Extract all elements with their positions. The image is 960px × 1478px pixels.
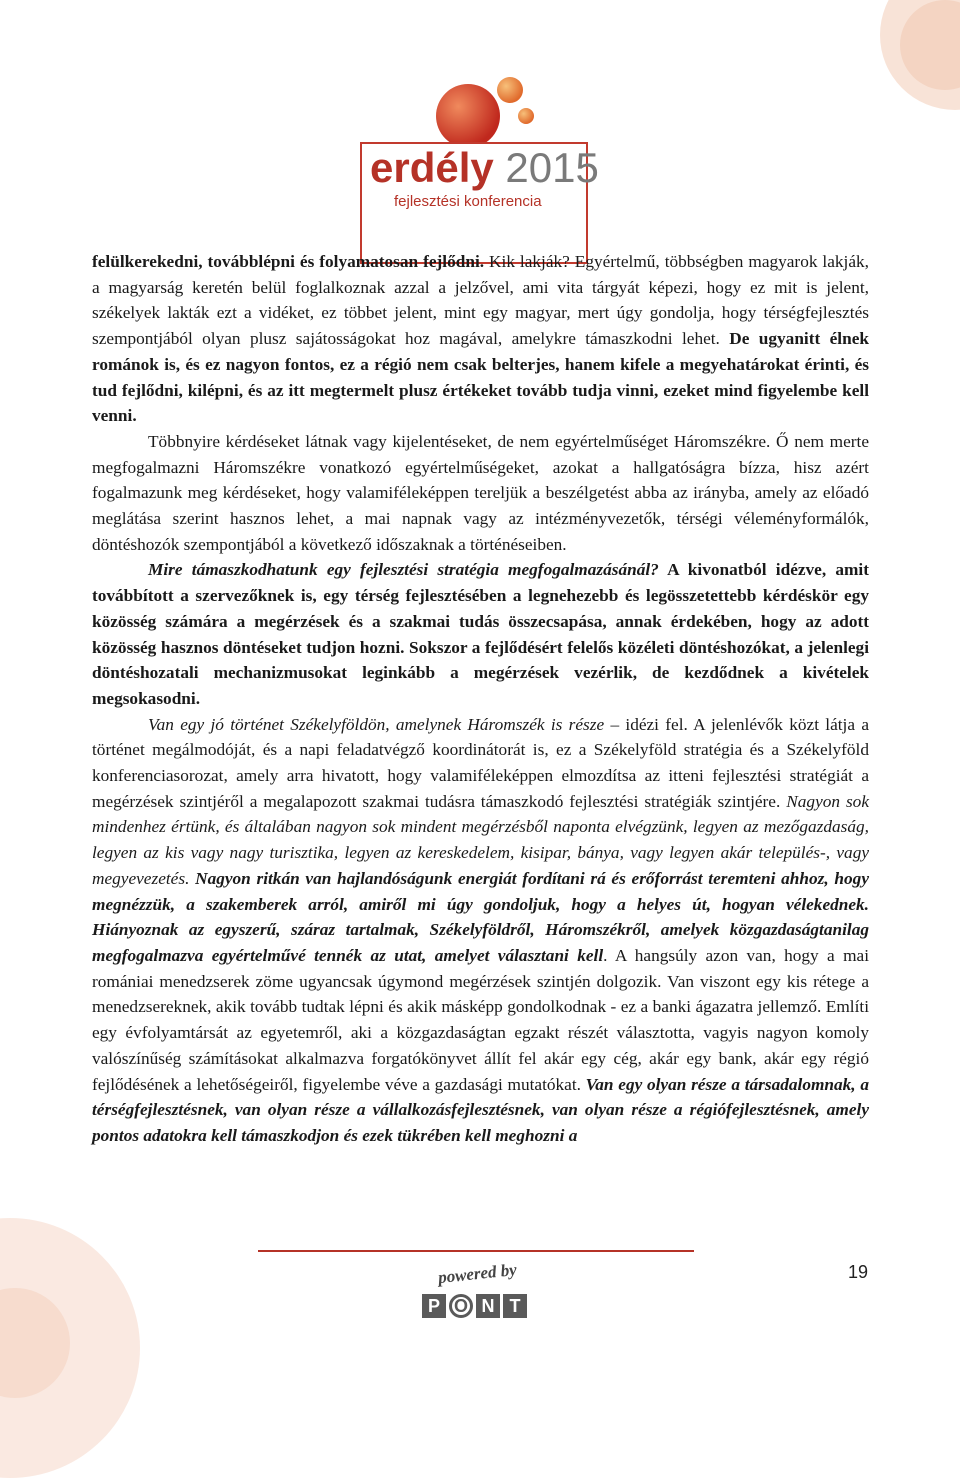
pont-letter: N [476, 1294, 500, 1318]
logo-subtitle: fejlesztési konferencia [394, 193, 542, 210]
body-text: Kik lakják? Egyértelmű, többségben magyarok lakják, a magyarság keretén belül foglalkoznak azzal a jelzővel, ami vita tárgyát képezi, hogy ez mit is jelent, székelyek lakták ezt a vidéket, ez többet jelent, mint egy magyar, mert úgy gondolja, hogy térségfejlesztés szempontjából olyan plusz sajátosságokat hoz magával, amelykre támaszkodni lehet. [92, 252, 869, 349]
question-text: Mire támaszkodhatunk egy fejlesztési stratégia megfogalmazásánál? [148, 560, 659, 580]
paragraph [92, 249, 869, 429]
pont-letter: T [503, 1294, 527, 1318]
logo-year: 2015 [505, 144, 599, 191]
bold-italic-text: Van egy olyan része a társadalomnak, a térségfejlesztésnek, van olyan része a vállalkozásfejlesztésnek, van olyan része a régiófejlesztésnek, amely pontos adatokra kell támaszkodjon és ezek tükrében kell meghozni a [92, 1074, 869, 1145]
powered-by-label: powered by [437, 1259, 518, 1288]
paragraph: Többnyire kérdéseket látnak vagy kijelentéseket, de nem egyértelműséget Háromszékre. Ő nem merte megfogalmazni Háromszékre vonatkozó egyértelműségeket, azokat a hallgatóságra bízza, hisz azért fogalmazunk meg kérdéseket, hogy valamiféleképpen tereljük a beszélgetést abba az irányba, amely az előadó meglátása szerint hasznos lehet, a mai napnak vagy az intézményvezetők, térségi véleményformálók, döntéshozók szempontjából a következő időszaknak a történéseiben. [92, 431, 869, 554]
logo-title [370, 144, 599, 192]
bold-text: De ugyanitt élnek románok is, és ez nagyon fontos, ez a régió nem csak belterjes, hanem kifele a megyehatárokat érinti, és tud fejlődni, kilépni, és az itt megtermelt plusz értékeket tovább tudja vinni, ezeket mind figyelembe kell venni. [92, 329, 869, 426]
bold-text: felülkerekedni, továbblépni és folyamatosan fejlődni. [92, 252, 485, 271]
page-number: 19 [848, 1262, 869, 1282]
bold-italic-text: Nagyon ritkán van hajlandóságunk energiát fordítani rá és erőforrást teremteni ahhoz, hogy megnézzük, a szakemberek arról, amiről mi úgy gondoljuk, hogy a helyes út, hogyan vélekednek. Hiányoznak az egyszerű, száraz tartalmak, Székelyföldről, Háromszékről, amelyek közgazdaságtanilag megfogalmazva egyértelművé tennék az utat, amelyet választani kell [92, 868, 869, 965]
quote-text: Van egy jó történet Székelyföldön, amelynek Háromszék is része [148, 714, 605, 734]
bold-text: A kivonatból idézve, amit továbbított a szervezőknek is, egy térség fejlesztésében a legnehezebb és legösszetettebb kérdéskör egy közösség számára a megérzések és a szakmai tudás összecsapása, annak érdekében, hogy az adott közösség hasznos döntéseket tudjon hozni. Sokszor a fejlődésért felelős közéleti döntéshozókat, a jelenlegi döntéshozatali mechanizmusokat leginkább a megérzések vezérlik, de kezdődnek a kivételek megsokasodni. [92, 560, 869, 708]
pont-logo [422, 1294, 527, 1318]
logo-word: erdély [370, 144, 494, 191]
body-text: – idézi fel. A jelenlévők közt látja a történet megálmodóját, és a napi feladatvégző koordinátorát is, ez a Székelyföld stratégia és a Székelyföld konferenciasorozat, amely arra hivatott, hogy valamiféleképpen elmozdítsa az itteni fejlesztési stratégiát a megérzések szintjéről a megalapozott szakmai tudásra támaszkodó fejlesztési stratégiák szintjére. [92, 714, 869, 811]
pont-letter: P [422, 1294, 446, 1318]
paragraph [92, 557, 869, 711]
body-text: . A hangsúly azon van, hogy a mai romániai menedzserek zöme ugyancsak úgymond megérzések szintjén dolgozik. Van viszont egy kis rétege a menedzsereknek, akik tovább tudtak lépni és akik másképp gondolkodnak - ez a banki ágazatra jellemző. Említi egy évfolyamtársát az egyetemről, aki a közgazdaságtan egzakt részét választotta, vagyis nagyon komoly valószínűség számításokat alkalmazva forgatókönyvet állít fel akár egy cég, akár egy bank, akár egy régió fejlődésének a lehetőségeiről, figyelembe véve a gazdasági mutatókat. [92, 945, 869, 1094]
footer-divider [258, 1250, 694, 1252]
logo-balls-icon [398, 70, 548, 150]
pont-letter: O [449, 1294, 473, 1318]
italic-text: Nagyon sok mindenhez értünk, és általában nagyon sok mindent megérzésből naponta elvégzünk, legyen az mezőgazdaság, legyen az kis vagy nagy turisztika, legyen az kereskedelem, kisipar, bánya, vagy legyen akár település-, vagy megyevezetés. [92, 791, 869, 888]
conference-logo [358, 70, 599, 220]
article-body [92, 249, 869, 1149]
paragraph [92, 712, 869, 1149]
